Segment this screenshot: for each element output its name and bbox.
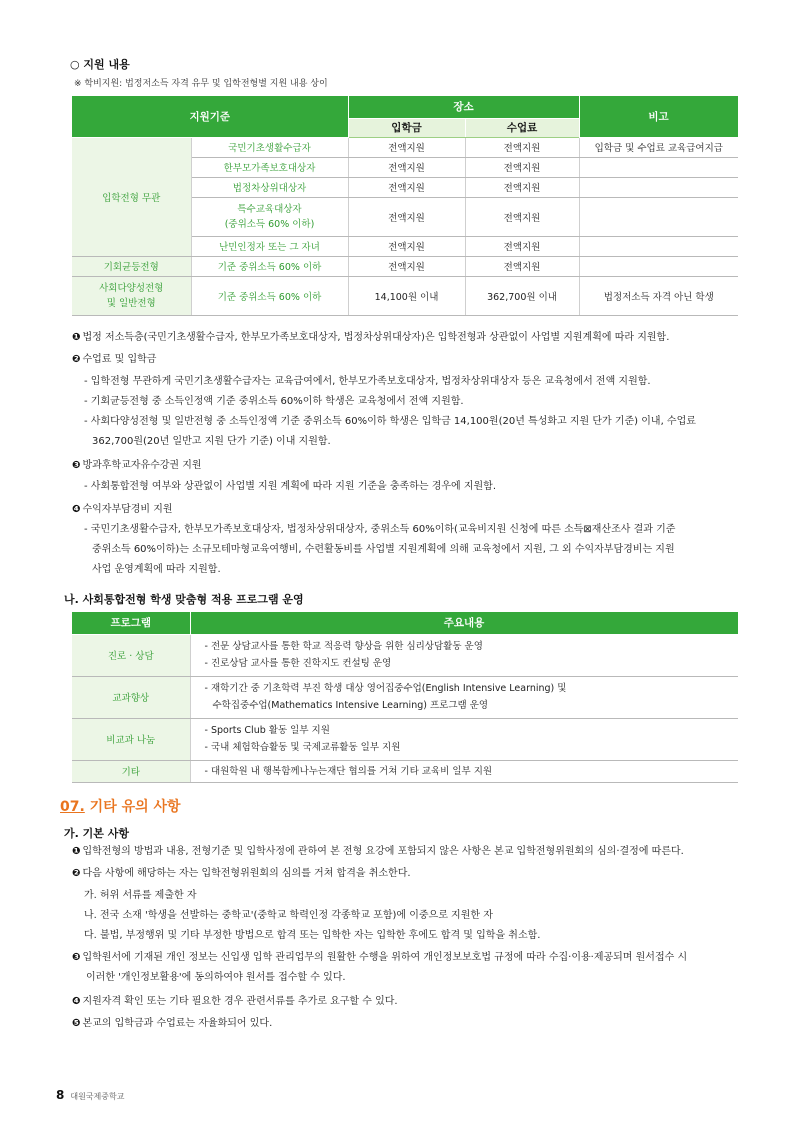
target-cell: 기준 중위소득 60% 이하	[191, 256, 348, 276]
header-remark: 비고	[579, 96, 738, 137]
table-row	[72, 256, 738, 276]
target-cell: 기준 중위소득 60% 이하	[191, 276, 348, 315]
remark-cell	[579, 157, 738, 177]
table-row	[72, 718, 738, 760]
target-cell: 한부모가족보호대상자	[191, 157, 348, 177]
content-line: - Sports Club 활동 일부 지원	[204, 725, 330, 736]
content-line: - 대원학원 내 행복함께나누는재단 협의를 거쳐 기타 교육비 일부 지원	[204, 765, 493, 777]
entry-cell: 전액지원	[348, 157, 465, 177]
note-4	[72, 995, 398, 1009]
item-number: ❸	[72, 952, 81, 963]
header-place: 장소	[348, 96, 579, 118]
item-number: ❷	[72, 354, 81, 365]
item-text: 다음 사항에 해당하는 자는 입학전형위원회의 심의를 거쳐 합격을 취소한다.	[82, 868, 411, 879]
tuition-cell: 전액지원	[465, 236, 579, 256]
item-text: 방과후학교자유수강권 지원	[82, 460, 202, 471]
remark-cell	[579, 236, 738, 256]
item-number: ❷	[72, 868, 81, 879]
item-text: 입학전형의 방법과 내용, 전형기준 및 입학사정에 관하여 본 전형 요강에 포함되지 않은 사항은 본교 입학전형위원회의 심의·결정에 따른다.	[82, 846, 684, 857]
header-tuition: 수업료	[465, 118, 579, 137]
table-row	[72, 676, 738, 718]
item-4-sub: 사업 운영계획에 따라 지원함.	[92, 564, 221, 575]
support-title: ○ 지원 내용	[70, 58, 130, 71]
target-cell: 난민인정자 또는 그 자녀	[191, 236, 348, 256]
entry-cell: 전액지원	[348, 137, 465, 157]
item-2-sub: - 입학전형 무관하게 국민기초생활수급자는 교육급여에서, 한부모가족보호대상자, 법정차상위대상자 등은 교육청에서 전액 지원함.	[84, 376, 651, 387]
program-cell: 비교과 나눔	[72, 718, 190, 760]
item-text: 수업료 및 입학금	[82, 354, 157, 365]
program-cell: 진로 · 상담	[72, 634, 190, 676]
content-line: - 진로상담 교사를 통한 진학지도 컨설팅 운영	[204, 658, 392, 669]
remark-cell: 입학금 및 수업료 교육급여지급	[579, 137, 738, 157]
table-row	[72, 760, 738, 782]
table-row	[72, 137, 738, 157]
section-heading: 기타 유의 사항	[84, 799, 181, 815]
support-table	[72, 96, 739, 316]
item-number: ❶	[72, 846, 81, 857]
note-1	[72, 845, 684, 859]
remark-cell: 법정저소득 자격 아닌 학생	[579, 276, 738, 315]
item-2-sub: - 사회다양성전형 및 일반전형 중 소득인정액 기준 중위소득 60%이하 학생은 입학금 14,100원(20년 특성화고 지원 단가 기준) 이내, 수업료	[84, 416, 696, 427]
table-row	[72, 276, 738, 315]
item-4	[72, 503, 173, 517]
note-2	[72, 867, 411, 881]
entry-cell: 전액지원	[348, 236, 465, 256]
note-3-sub: 이러한 '개인정보활용'에 동의하여야 원서를 접수할 수 있다.	[86, 972, 346, 983]
entry-cell: 14,100원 이내	[348, 276, 465, 315]
page-number: 8	[56, 1088, 65, 1102]
group-cell: 입학전형 무관	[72, 137, 191, 256]
group-line: 및 일반전형	[106, 297, 156, 309]
item-4-sub: 중위소득 60%이하)는 소규모테마형교육여행비, 수련활동비를 사업별 지원계획에 의해 교육청에서 지원, 그 외 수익자부담경비는 지원	[92, 544, 675, 555]
item-3	[72, 459, 202, 473]
program-cell: 교과향상	[72, 676, 190, 718]
content-cell	[190, 718, 738, 760]
item-3-sub: - 사회통합전형 여부와 상관없이 사업별 지원 계획에 따라 지원 기준을 충족하는 경우에 지원함.	[84, 481, 497, 492]
tuition-cell: 전액지원	[465, 197, 579, 236]
program-title: 나. 사회통합전형 학생 맞춤형 적용 프로그램 운영	[64, 593, 304, 606]
entry-cell: 전액지원	[348, 177, 465, 197]
tuition-cell: 362,700원 이내	[465, 276, 579, 315]
item-number: ❹	[72, 996, 81, 1007]
item-number: ❶	[72, 332, 81, 343]
support-note: ※ 학비지원: 법정저소득 자격 유무 및 입학전형별 지원 내용 상이	[74, 79, 328, 89]
item-2-sub: 362,700원(20년 일반고 지원 단가 기준) 이내 지원함.	[92, 436, 331, 447]
note-2-sub: 나. 전국 소재 '학생을 선발하는 중학교'(중학교 학력인정 각종학교 포함)에 이중으로 지원한 자	[84, 910, 493, 921]
basic-title: 가. 기본 사항	[64, 827, 129, 840]
header-entry: 입학금	[348, 118, 465, 137]
content-cell	[190, 760, 738, 782]
section-number: 07.	[60, 799, 85, 815]
tuition-cell: 전액지원	[465, 177, 579, 197]
program-table	[72, 612, 739, 783]
school-name: 대원국제중학교	[70, 1092, 125, 1101]
tuition-cell: 전액지원	[465, 256, 579, 276]
item-4-sub: - 국민기초생활수급자, 한부모가족보호대상자, 법정차상위대상자, 중위소득 60%이하(교육비지원 신청에 따른 소득⊠재산조사 결과 기준	[84, 524, 676, 535]
remark-cell	[579, 256, 738, 276]
tuition-cell: 전액지원	[465, 137, 579, 157]
note-2-sub: 가. 허위 서류를 제출한 자	[84, 890, 197, 901]
item-number: ❹	[72, 504, 81, 515]
entry-cell: 전액지원	[348, 197, 465, 236]
header-content: 주요내용	[190, 612, 738, 634]
target-cell: 법정차상위대상자	[191, 177, 348, 197]
table-row	[72, 634, 738, 676]
group-line: 사회다양성전형	[99, 282, 164, 294]
group-cell	[72, 276, 191, 315]
remark-cell	[579, 197, 738, 236]
item-text: 법정 저소득층(국민기초생활수급자, 한부모가족보호대상자, 법정차상위대상자)은 입학전형과 상관없이 사업별 지원계획에 따라 지원함.	[82, 332, 670, 343]
item-text: 수익자부담경비 지원	[82, 504, 173, 515]
item-text: 지원자격 확인 또는 기타 필요한 경우 관련서류를 추가로 요구할 수 있다.	[82, 996, 398, 1007]
header-program: 프로그램	[72, 612, 190, 634]
remark-cell	[579, 177, 738, 197]
content-cell	[190, 676, 738, 718]
note-3	[72, 951, 687, 965]
tuition-cell: 전액지원	[465, 157, 579, 177]
content-line: - 재학기간 중 기초학력 부진 학생 대상 영어집중수업(English Intensive Learning) 및	[204, 683, 567, 694]
target-line: 특수교육대상자	[237, 203, 302, 215]
target-line: (중위소득 60% 이하)	[224, 218, 315, 230]
program-cell: 기타	[72, 760, 190, 782]
content-cell	[190, 634, 738, 676]
group-cell: 기회균등전형	[72, 256, 191, 276]
footer	[56, 1088, 124, 1102]
item-number: ❸	[72, 460, 81, 471]
note-2-sub: 다. 불법, 부정행위 및 기타 부정한 방법으로 합격 또는 입학한 자는 입학한 후에도 합격 및 입학을 취소함.	[84, 930, 541, 941]
content-line: 수학집중수업(Mathematics Intensive Learning) 프로그램 운영	[212, 700, 489, 711]
item-number: ❺	[72, 1018, 81, 1029]
target-cell: 국민기초생활수급자	[191, 137, 348, 157]
content-line: - 전문 상담교사를 통한 학교 적응력 향상을 위한 심리상담활동 운영	[204, 641, 483, 652]
header-criteria: 지원기준	[72, 96, 348, 137]
section-07-heading	[60, 796, 181, 816]
content-line: - 국내 체험학습활동 및 국제교류활동 일부 지원	[204, 742, 401, 753]
item-text: 입학원서에 기재된 개인 정보는 신입생 입학 관리업무의 원활한 수행을 위하여 개인정보보호법 규정에 따라 수집·이용·제공되며 원서접수 시	[82, 952, 688, 963]
item-2	[72, 353, 156, 367]
note-5	[72, 1017, 272, 1031]
entry-cell: 전액지원	[348, 256, 465, 276]
item-2-sub: - 기회균등전형 중 소득인정액 기준 중위소득 60%이하 학생은 교육청에서 전액 지원함.	[84, 396, 464, 407]
item-text: 본교의 입학금과 수업료는 자율화되어 있다.	[82, 1018, 273, 1029]
target-cell	[191, 197, 348, 236]
item-1	[72, 331, 669, 345]
